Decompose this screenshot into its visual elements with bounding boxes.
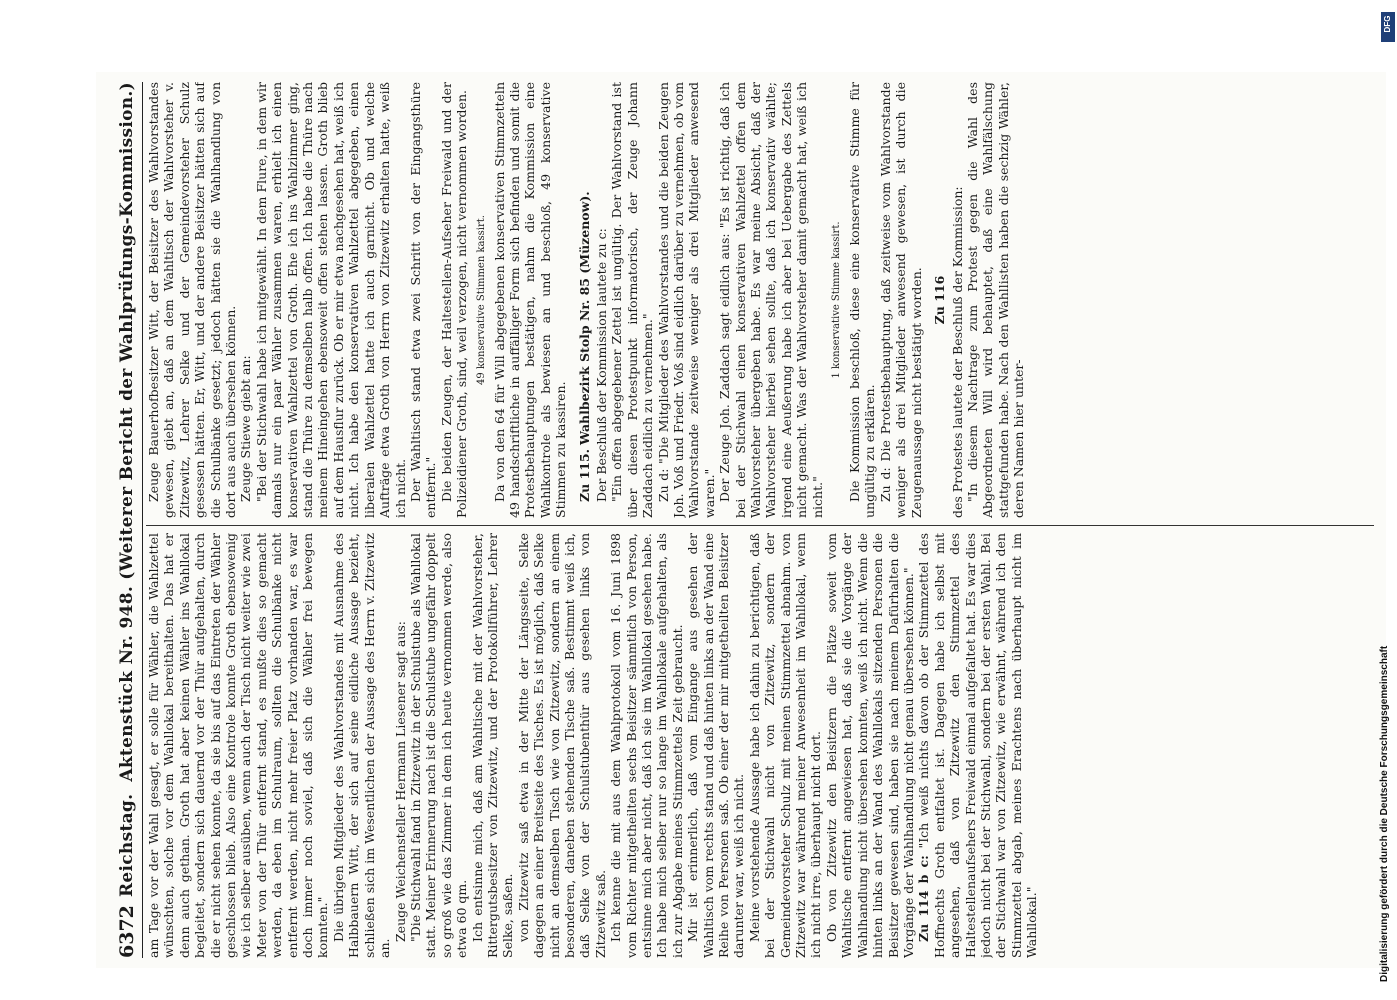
right-column bbox=[146, 82, 1374, 518]
left-paragraph-6: von Zitzewitz saß etwa in der Mitte der Längsseite, Selke dagegen an einer Breitseite des Tisches. Es ist möglich, daß Selke nicht an demselben Tisch wie von Zitzewitz, sondern an einem besonderen, daneben stehenden Tische saß. Bestimmt weiß ich, daß Selke von der Schulstubenthür aus gesehen links von Zitzewitz saß. bbox=[515, 533, 608, 958]
left-paragraph-8: Mir ist erinnerlich, daß vom Eingange aus gesehen der Wahltisch vom rechts stand und daß hinten links an der Wand eine Reihe von Personen saß. Ob einer der mir mitgetheilten Beisitzer darunter war, weiß ich nicht. bbox=[685, 533, 747, 958]
left-paragraph-9: Meine vorstehende Aussage habe ich dahin zu berichtigen, daß bei der Stichwahl nicht von Zitzewitz, sondern der Gemeindevorsteher Schulz mit meinen Stimmzettel abnahm. von Zitzewitz war während meiner Anwesenheit im Wahllokal, wenn ich nicht irre, überhaupt nicht dort. bbox=[746, 533, 824, 958]
column-divider bbox=[146, 525, 1374, 526]
right-paragraph-10: Der Zeuge Joh. Zaddach sagt eidlich aus: "Es ist richtig, daß ich bei der Stichwahl einen konservativen Wahlzettel offen dem Wahlvorsteher übergeben habe. Es war meine Absicht, daß der Wahlvorsteher hierbei sehen sollte, daß ich konservativ wählte; irgend eine Aeußerung habe ich aber bei Uebergabe des Zettels nicht gemacht. Was der Wahlvorsteher damit gemacht hat, weiß ich nicht." bbox=[717, 82, 825, 518]
right-paragraph-9-label: Zu d: bbox=[655, 468, 671, 502]
note-1-vote: 1 konservative Stimme kassirt. bbox=[831, 221, 843, 379]
left-paragraph-3: Zeuge Weichensteller Hermann Liesener sagt aus: bbox=[392, 621, 408, 942]
right-paragraph-12 bbox=[878, 82, 924, 518]
header-reichstag: Reichstag. bbox=[117, 793, 137, 898]
right-paragraph-9 bbox=[656, 82, 718, 518]
left-paragraph-2: Die übrigen Mitglieder des Wahlvorstandes mit Ausnahme des Halbbauern Witt, der sich auf seine eidliche Aussage bezieht, schließen sich im Wesentlichen der Aussage des Herrn v. Zitzewitz an. bbox=[330, 533, 393, 958]
left-paragraph-7: Ich kenne die mit aus dem Wahlprotokoll vom 16. Juni 1898 vom Richter mitgetheilten sechs Beisitzer sämmtlich von Person, entsinne mich aber nicht, daß ich sie im Wahllokal gesehen habe. Ich habe mich selber nur so lange im Wahllokale aufgehalten, als ich zur Abgabe meines Stimmzettels Zeit gebraucht. bbox=[608, 533, 685, 958]
digitization-credit bbox=[1373, 8, 1397, 988]
scanned-page bbox=[96, 72, 1386, 968]
left-paragraph-10: Ob von Zitzewitz den Beisitzern die Plätze soweit vom Wahltische entfernt angewiesen hat, daß sie die Vorgänge der Wahlhandlung nicht übersehen konnten, weiß ich nicht. Wenn die hinten links an der Wand des Wahllokals sitzenden Personen die Beisitzer gewesen sind, haben sie nach meinem Dafürhalten die Vorgänge der Wahlhandlung nicht genau übersehen können." bbox=[823, 533, 916, 958]
right-paragraph-4: Der Wahltisch stand etwa zwei Schritt von der Eingangsthüre entfernt." bbox=[407, 82, 439, 518]
credit-text: Digitalisierung gefördert durch die Deutsche Forschungsgemeinschaft bbox=[1379, 645, 1390, 982]
section-115-prefix: Zu 115. bbox=[576, 448, 592, 502]
right-paragraph-1: Zeuge Bauerhofbesitzer Witt, der Beisitzer des Wahlvorstandes gewesen, giebt an, daß an dem Wahltisch der Wahlvorsteher v. Zitzewitz, Lehrer Selke und der Gemeindevorsteher Schulz gesessen hätten. Er, Witt, und der andere Beisitzer hätten sich auf die Schulbänke gesetzt; jedoch hätten sie die Wahlhandlung von dort aus auch übersehen können. bbox=[146, 82, 239, 518]
right-paragraph-12-text: Die Protestbehauptung, daß zeitweise vom Wahlvorstande weniger als drei Mitglieder anwesend gewesen, ist durch die Zeugenaussage nicht bestätigt worden. bbox=[877, 82, 924, 518]
right-paragraph-14: "In diesem Nachtrage zum Protest gegen die Wahl des Abgeordneten Will wird behauptet, daß eine Wahlfälschung stattgefunden habe. Nach den Wahllisten haben die sechzig Wähler, deren Namen hier unter- bbox=[964, 82, 1027, 518]
left-paragraph-11-text: "Ich weiß nichts davon ob der Stimmzettel des Hoffnechts Groth entfaltet ist. Dagegen habe ich selbst mit angesehen, daß von Zitzewitz den Stimmzettel des Haltestellenaufsehers Freiwald einmal aufgefaltet hat. Es war dies jedoch nicht bei der Stichwahl, sondern bei der ersten Wahl. Bei der Stichwahl war von Zitzewitz, wie erwähnt, während ich den Stimmzettel abgab, meines Erachtens nach überhaupt nicht im Wahllokal." bbox=[916, 533, 1040, 958]
right-paragraph-12-label: Zu d: bbox=[877, 467, 893, 502]
left-paragraph-5: Ich entsinne mich, daß am Wahltische mit der Wahlvorsteher, Rittergutsbesitzer von Zitzewitz, und der Protokollführer, Lehrer Selke, saßen. bbox=[469, 533, 516, 958]
rotated-page-content bbox=[96, 72, 1386, 968]
right-paragraph-3: "Bei der Stichwahl habe ich mitgewählt. In dem Flure, in dem wir damals nur ein paar Wähler zusammen waren, erhielt ich einen konservativen Wahlzettel von Groth. Ehe ich ins Wahlzimmer ging, stand die Thüre zu demselben halb offen. Ich habe die Thüre nach meinem Hineingehen ebensoweit offen stehen lassen. Groth blieb auf dem Hausflur zurück. Ob er mir etwa nachgesehen hat, weiß ich nicht. Ich habe den konservativen Wahlzettel abgegeben, einen liberalen Wahlzettel hatte ich auch garnicht. Ob und welche Aufträge etwa Groth von Herrn von Zitzewitz erhalten hatte, weiß ich nicht. bbox=[253, 82, 408, 518]
section-heading-116: Zu 116 bbox=[932, 275, 948, 325]
right-paragraph-11: Die Kommission beschloß, diese eine konservative Stimme für ungültig zu erklären. bbox=[847, 82, 878, 518]
page-header bbox=[112, 82, 143, 958]
left-paragraph-4: "Die Stichwahl fand in Zitzewitz in der Schulstube als Wahllokal statt. Meiner Erinnerung nach ist die Schulstube ungefähr doppelt so groß wie das Zimmer in dem ich heute vernommen werde, also etwa 60 qm. bbox=[407, 533, 470, 958]
left-column bbox=[146, 533, 1374, 958]
page-number: 6372 bbox=[116, 905, 138, 958]
left-paragraph-11-label: Zu 114 b c: bbox=[916, 855, 932, 942]
left-paragraph-1: am Tage vor der Wahl gesagt, er solle für Wähler, die Wahlzettel wünschten, solche vor dem Wahllokal bereithalten. Das hat er denn auch gethan. Groth hat aber keinen Wähler ins Wahllokal begleitet, sondern sich dauernd vor der Thür aufgehalten, durch die er nicht sehen konnte, da sie bis auf das Eintreten der Wähler geschlossen blieb. Also eine Kontrole konnte Groth ebensowenig wie ich selber ausüben, wenn auch der Tisch nicht weiter wie zwei Meter von der Thür entfernt stand, es mußte dies so gemacht werden, da eben im Schulraum, sollten die Schulbänke nicht entfernt werden, nicht mehr freier Platz vorhanden war, es war doch immer noch soviel, daß sich die Wähler frei bewegen konnten." bbox=[146, 533, 331, 958]
right-paragraph-5: Die beiden Zeugen, der Haltestellen-Aufseher Freiwald und der Polizeidiener Groth, sind, weil verzogen, nicht vernommen worden. bbox=[438, 82, 470, 518]
document-title: Aktenstück Nr. 948. (Weiterer Bericht der Wahlprüfungs-Kommission.) bbox=[117, 82, 137, 782]
right-paragraph-13: des Protestes lautete der Beschluß der Kommission: bbox=[949, 186, 965, 518]
right-paragraph-8: "Ein offen abgegebener Zettel ist ungültig. Der Wahlvorstand ist über diesen Protestpunkt informatorisch, der Zeuge Johann Zaddach eidlich zu vernehmen." bbox=[609, 82, 656, 518]
right-paragraph-9-text: "Die Mitglieder des Wahlvorstandes und die beiden Zeugen Joh. Voß und Friedr. Voß sind eidlich darüber zu vernehmen, ob vom Wahlvorstande zeitweise weniger als drei Mitglieder anwesend waren." bbox=[655, 82, 717, 518]
right-paragraph-6: Da von den 64 für Will abgegebenen konservativen Stimmzetteln 49 handschriftliche in auffälliger Form sich befinden und somit die Protestbehauptungen bestätigen, nahm die Kommission eine Wahlkontrole als bewiesen an und beschloß, 49 konservative Stimmen zu kassiren. bbox=[491, 82, 569, 518]
right-paragraph-7: Der Beschluß der Kommission lautete zu c: bbox=[593, 228, 609, 502]
dfg-logo-text: DFG bbox=[1383, 15, 1392, 33]
note-49-votes: 49 konservative Stimmen kassirt. bbox=[475, 215, 487, 385]
left-paragraph-11 bbox=[916, 533, 1039, 958]
section-115-title: Wahlbezirk Stolp Nr. 85 (Müzenow). bbox=[576, 191, 592, 445]
right-paragraph-2: Zeuge Stiewe giebt an: bbox=[238, 355, 254, 502]
section-heading-115 bbox=[577, 82, 592, 518]
dfg-logo bbox=[1381, 12, 1395, 42]
